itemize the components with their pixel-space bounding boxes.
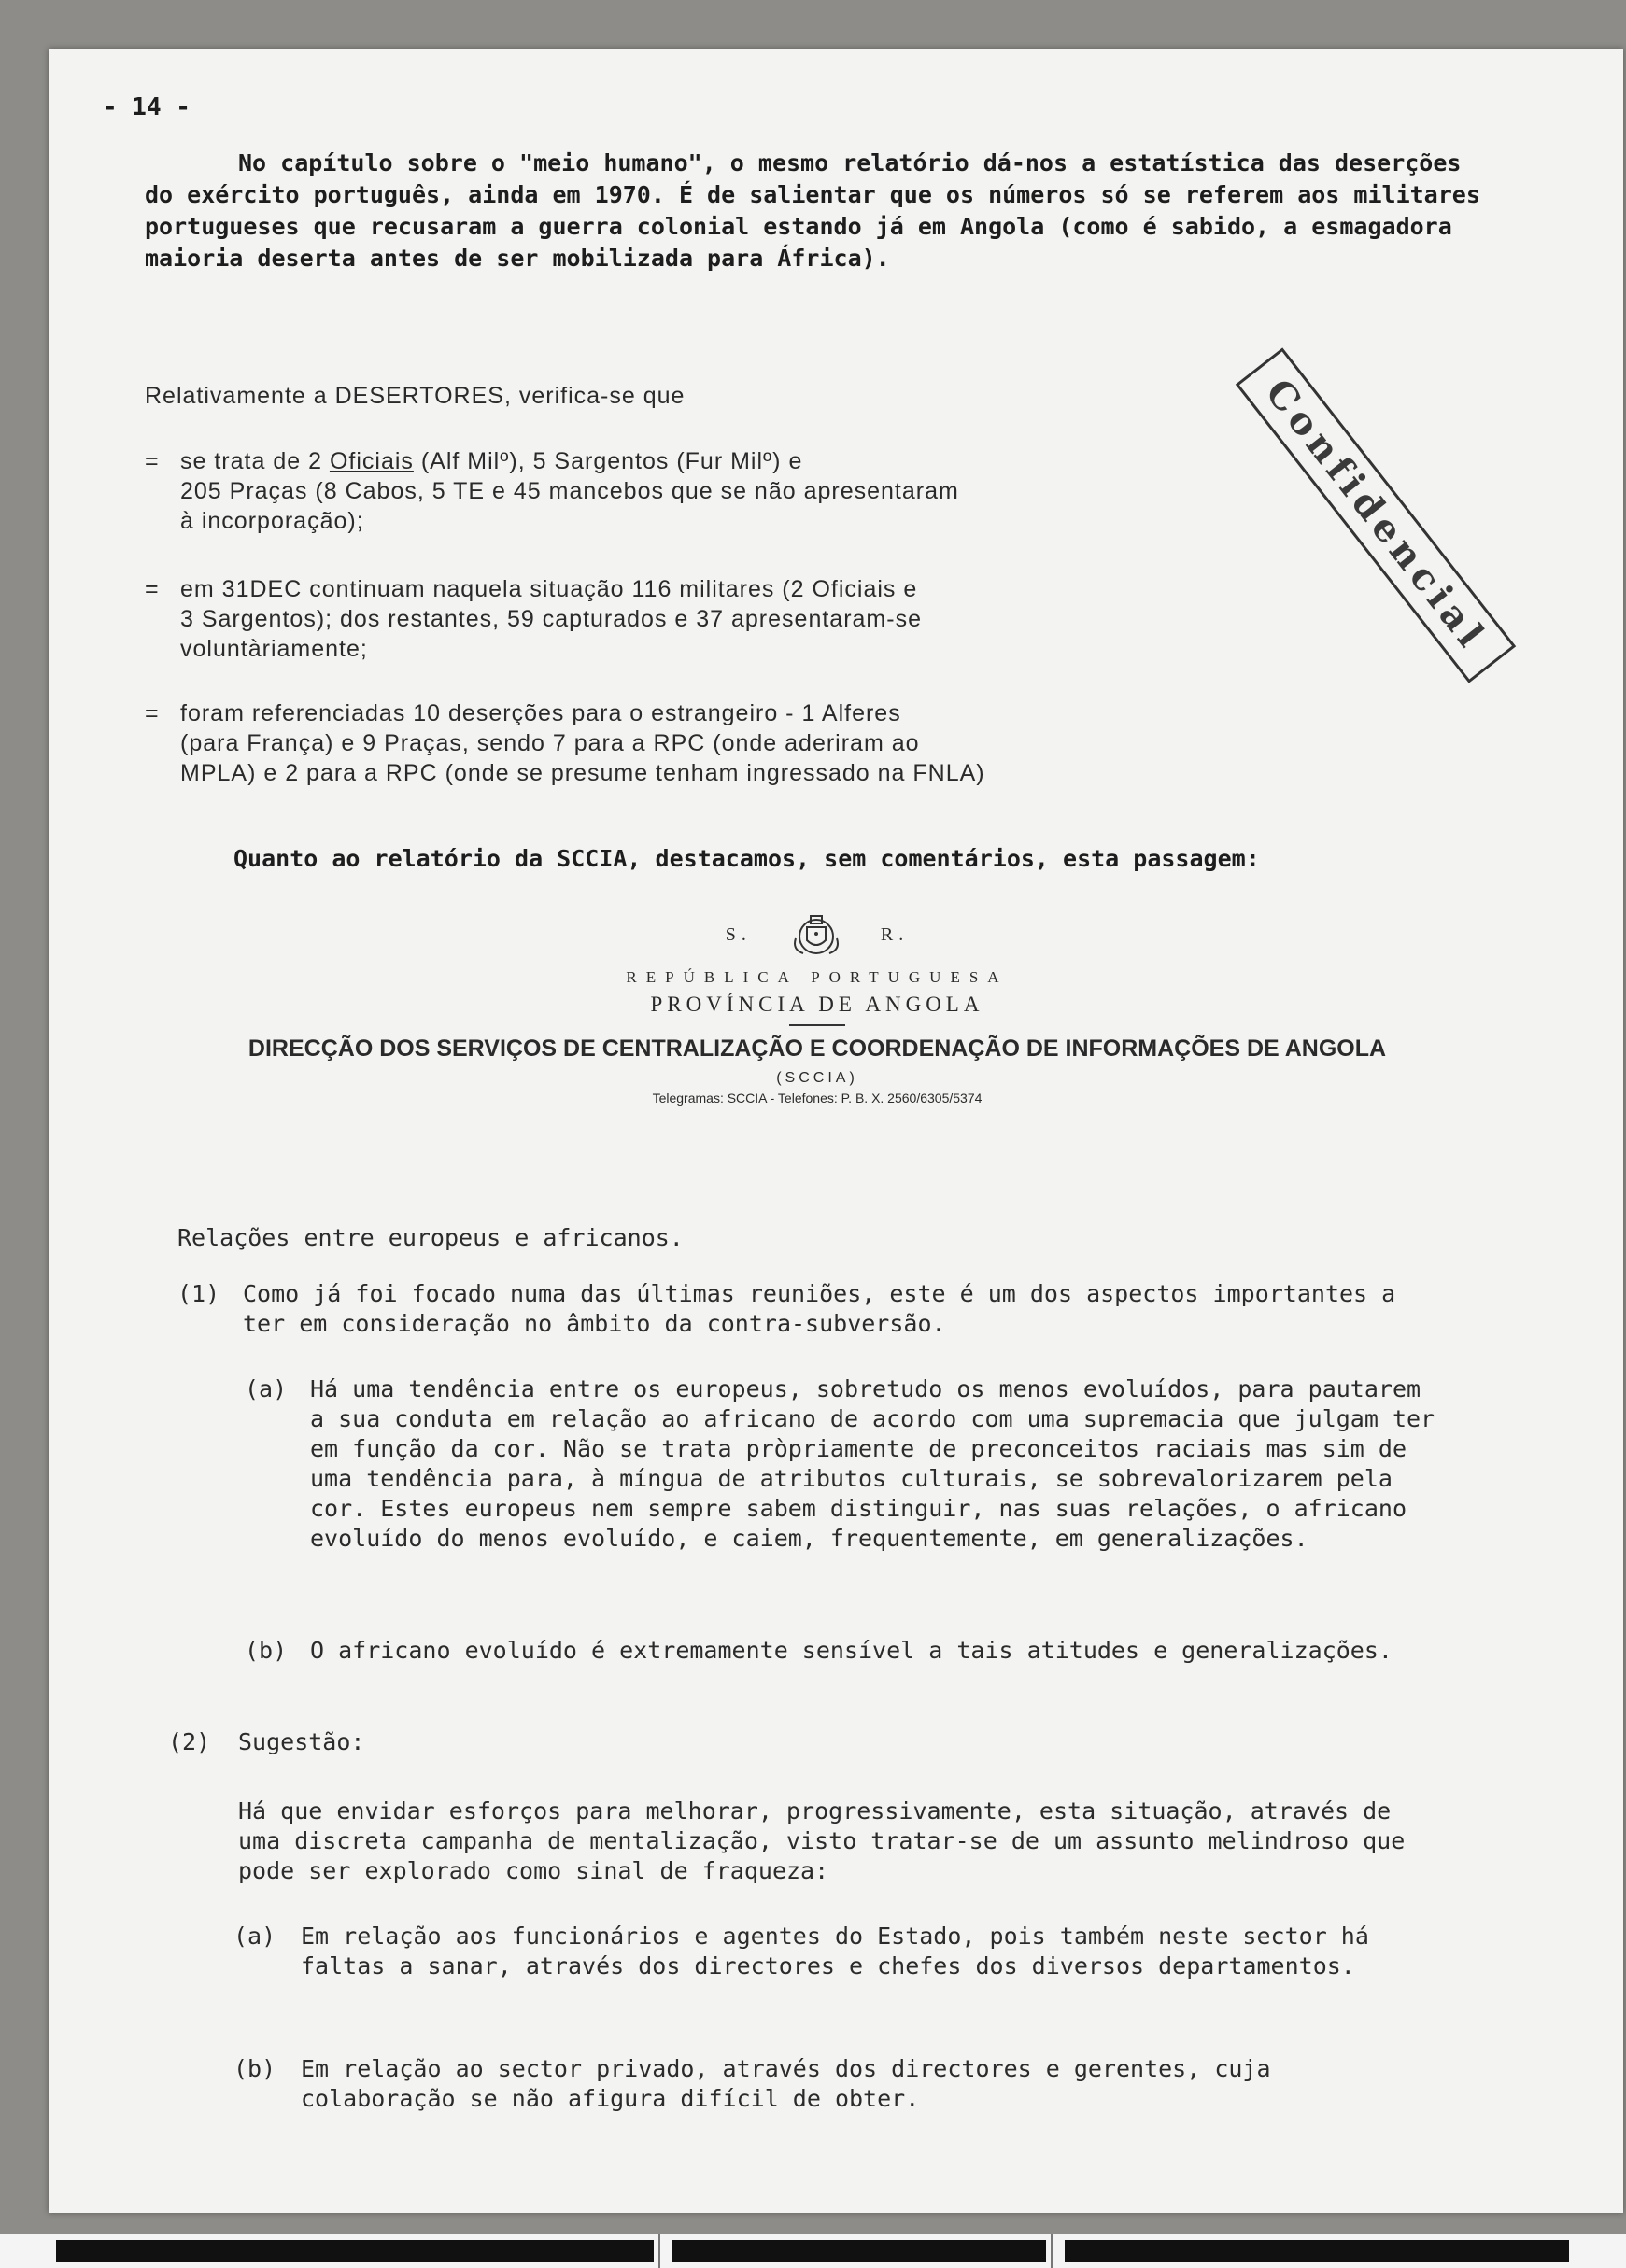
item1a-text: Há uma tendência entre os europeus, sobretudo os menos evoluídos, para pautarem a sua conduta em relação ao africano de acordo com uma supremacia que julgam ter em função da cor. Não se trata pròpriamente de preconceitos raciais mas sim de uma tendência para, à míngua de atributos culturais, se sobrevalorizarem pela cor. Estes europeus nem sempre sabem distinguir, nas suas relações, o africano evoluído do menos evoluído, e caiem, frequentemente, em generalizações. bbox=[310, 1375, 1435, 1552]
bullet-marker: = bbox=[145, 576, 160, 602]
ruler-block bbox=[56, 2240, 654, 2262]
intro-text: No capítulo sobre o "meio humano", o mesmo relatório dá-nos a estatística das deserções do exército português, ainda em 1970. É de salientar que os números só se referem aos militares portugueses que recusaram a guerra colonial estando já em Angola (como é sabido, a esmagadora maioria deserta antes de ser mobilizada para África). bbox=[145, 149, 1480, 272]
relations-item-1b bbox=[245, 1636, 1440, 1666]
letterhead-acronym: (SCCIA) bbox=[776, 1070, 858, 1086]
item2-label: Sugestão: bbox=[238, 1728, 365, 1755]
item2b-text: Em relação ao sector privado, através dos directores e gerentes, cuja colaboração se não afigura difícil de obter. bbox=[301, 2055, 1271, 2112]
letterhead-crest-row bbox=[233, 910, 1401, 961]
item1b-text: O africano evoluído é extremamente sensível a tais atitudes e generalizações. bbox=[310, 1637, 1393, 1664]
item1-text: Como já foi focado numa das últimas reuniões, este é um dos aspectos importantes a ter em consideração no âmbito da contra-subversão. bbox=[243, 1280, 1396, 1337]
item-marker: (b) bbox=[245, 1637, 288, 1664]
letterhead-province: PROVÍNCIA DE ANGOLA bbox=[650, 993, 984, 1016]
bullet1-underlined: Oficiais bbox=[329, 448, 414, 474]
coat-of-arms-icon bbox=[788, 910, 844, 961]
letterhead-contacts: Telegramas: SCCIA - Telefones: P. B. X. 2560/6305/5374 bbox=[652, 1091, 983, 1106]
relations-item-1a bbox=[245, 1374, 1440, 1554]
ruler-block bbox=[672, 2240, 1046, 2262]
bullet2-line3: voluntàriamente; bbox=[180, 636, 368, 662]
relations-heading: Relações entre europeus e africanos. bbox=[177, 1224, 684, 1251]
deserters-bullet-3 bbox=[145, 698, 1265, 788]
letterhead-r: R. bbox=[880, 923, 910, 945]
deserters-bullet-2 bbox=[145, 574, 1265, 664]
letterhead-directorate: DIRECÇÃO DOS SERVIÇOS DE CENTRALIZAÇÃO E COORDENAÇÃO DE INFORMAÇÕES DE ANGOLA bbox=[247, 1035, 1387, 1062]
bullet3-line2: (para França) e 9 Praças, sendo 7 para a RPC (onde aderiram ao bbox=[180, 730, 920, 756]
quote-intro: Quanto ao relatório da SCCIA, destacamos, sem comentários, esta passagem: bbox=[233, 845, 1260, 872]
document-page bbox=[49, 49, 1623, 2213]
sccia-letterhead bbox=[233, 910, 1401, 1106]
relations-item-1 bbox=[177, 1279, 1438, 1339]
deserters-lead: Relativamente a DESERTORES, verifica-se que bbox=[145, 383, 686, 409]
relations-item-2b bbox=[233, 2054, 1438, 2114]
bullet3-line3: MPLA) e 2 para a RPC (onde se presume tenham ingressado na FNLA) bbox=[180, 760, 985, 786]
bullet1-pre: se trata de 2 bbox=[180, 448, 330, 474]
deserters-bullet-1 bbox=[145, 446, 1265, 536]
bullet2-line2: 3 Sargentos); dos restantes, 59 capturados e 37 apresentaram-se bbox=[180, 606, 922, 632]
bullet2-line1: em 31DEC continuam naquela situação 116 militares (2 Oficiais e bbox=[180, 576, 918, 602]
item2a-text: Em relação aos funcionários e agentes do Estado, pois também neste sector há faltas a sanar, através dos directores e chefes dos diversos departamentos. bbox=[301, 1923, 1369, 1979]
ruler-tick bbox=[1051, 2234, 1053, 2268]
intro-paragraph bbox=[145, 148, 1490, 275]
letterhead-republic: REPÚBLICA PORTUGUESA bbox=[626, 968, 1009, 986]
confidential-stamp: Confidencial bbox=[1236, 347, 1516, 683]
item-marker: (b) bbox=[233, 2055, 276, 2082]
relations-item-2-text bbox=[238, 1796, 1443, 1886]
scan-ruler bbox=[0, 2234, 1626, 2268]
ruler-block bbox=[1065, 2240, 1569, 2262]
page-number: - 14 - bbox=[103, 93, 191, 121]
item2-text: Há que envidar esforços para melhorar, progressivamente, esta situação, através de uma discreta campanha de mentalização, visto tratar-se de um assunto melindroso que pode ser explorado como sinal de fraqueza: bbox=[238, 1797, 1406, 1884]
relations-item-2 bbox=[168, 1727, 1438, 1757]
bullet1-line2: 205 Praças (8 Cabos, 5 TE e 45 mancebos que se não apresentaram bbox=[180, 478, 959, 504]
relations-item-2a bbox=[233, 1922, 1438, 1981]
item-marker: (2) bbox=[168, 1728, 211, 1755]
bullet-marker: = bbox=[145, 700, 160, 726]
bullet3-line1: foram referenciadas 10 deserções para o estrangeiro - 1 Alferes bbox=[180, 700, 901, 726]
letterhead-s: S. bbox=[725, 923, 752, 945]
item-marker: (a) bbox=[233, 1923, 276, 1950]
item-marker: (a) bbox=[245, 1375, 288, 1402]
bullet-marker: = bbox=[145, 448, 160, 474]
bullet1-line3: à incorporação); bbox=[180, 508, 364, 534]
letterhead-rule bbox=[789, 1024, 845, 1026]
ruler-tick bbox=[658, 2234, 660, 2268]
item-marker: (1) bbox=[177, 1280, 220, 1307]
bullet1-post: (Alf Milº), 5 Sargentos (Fur Milº) e bbox=[413, 448, 803, 474]
